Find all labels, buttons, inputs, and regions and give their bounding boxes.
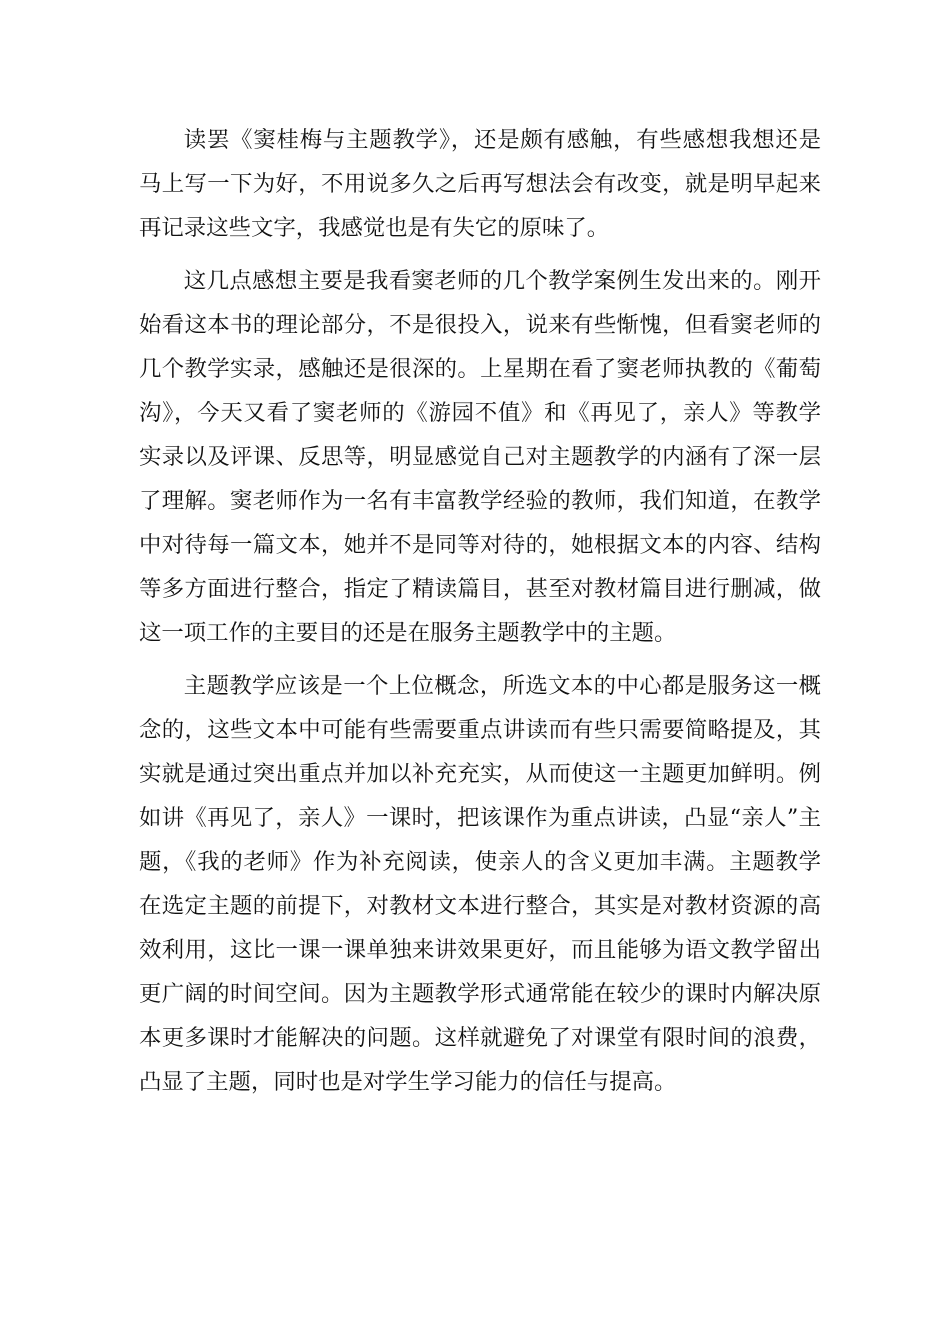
paragraph-2: 这几点感想主要是我看窦老师的几个教学案例生发出来的。刚开始看这本书的理论部分，不是很投入，说来有些惭愧，但看窦老师的几个教学实录，感触还是很深的。上星期在看了窦老师执教的《葡萄沟》，今天又看了窦老师的《游园不值》和《再见了，亲人》等教学实录以及评课、反思等，明显感觉自己对主题教学的内涵有了深一层了理解。窦老师作为一名有丰富教学经验的教师，我们知道，在教学中对待每一篇文本，她并不是同等对待的，她根据文本的内容、结构等多方面进行整合，指定了精读篇目，甚至对教材篇目进行删减，做这一项工作的主要目的还是在服务主题教学中的主题。 xyxy=(139,268,821,646)
paragraph-3: 主题教学应该是一个上位概念，所选文本的中心都是服务这一概念的，这些文本中可能有些需要重点讲读而有些只需要简略提及，其实就是通过突出重点并加以补充充实，从而使这一主题更加鲜明。例如讲《再见了，亲人》一课时，把该课作为重点讲读，凸显“亲人”主题，《我的老师》作为补充阅读，使亲人的含义更加丰满。主题教学在选定主题的前提下，对教材文本进行整合，其实是对教材资源的高效利用，这比一课一课单独来讲效果更好，而且能够为语文教学留出更广阔的时间空间。因为主题教学形式通常能在较少的课时内解决原本更多课时才能解决的问题。这样就避免了对课堂有限时间的浪费，凸显了主题，同时也是对学生学习能力的信任与提高。 xyxy=(139,673,821,1095)
paragraph-1: 读罢《窦桂梅与主题教学》，还是颇有感触，有些感想我想还是马上写一下为好，不用说多久之后再写想法会有改变，就是明早起来再记录这些文字，我感觉也是有失它的原味了。 xyxy=(139,127,821,241)
document-body xyxy=(139,118,821,1113)
